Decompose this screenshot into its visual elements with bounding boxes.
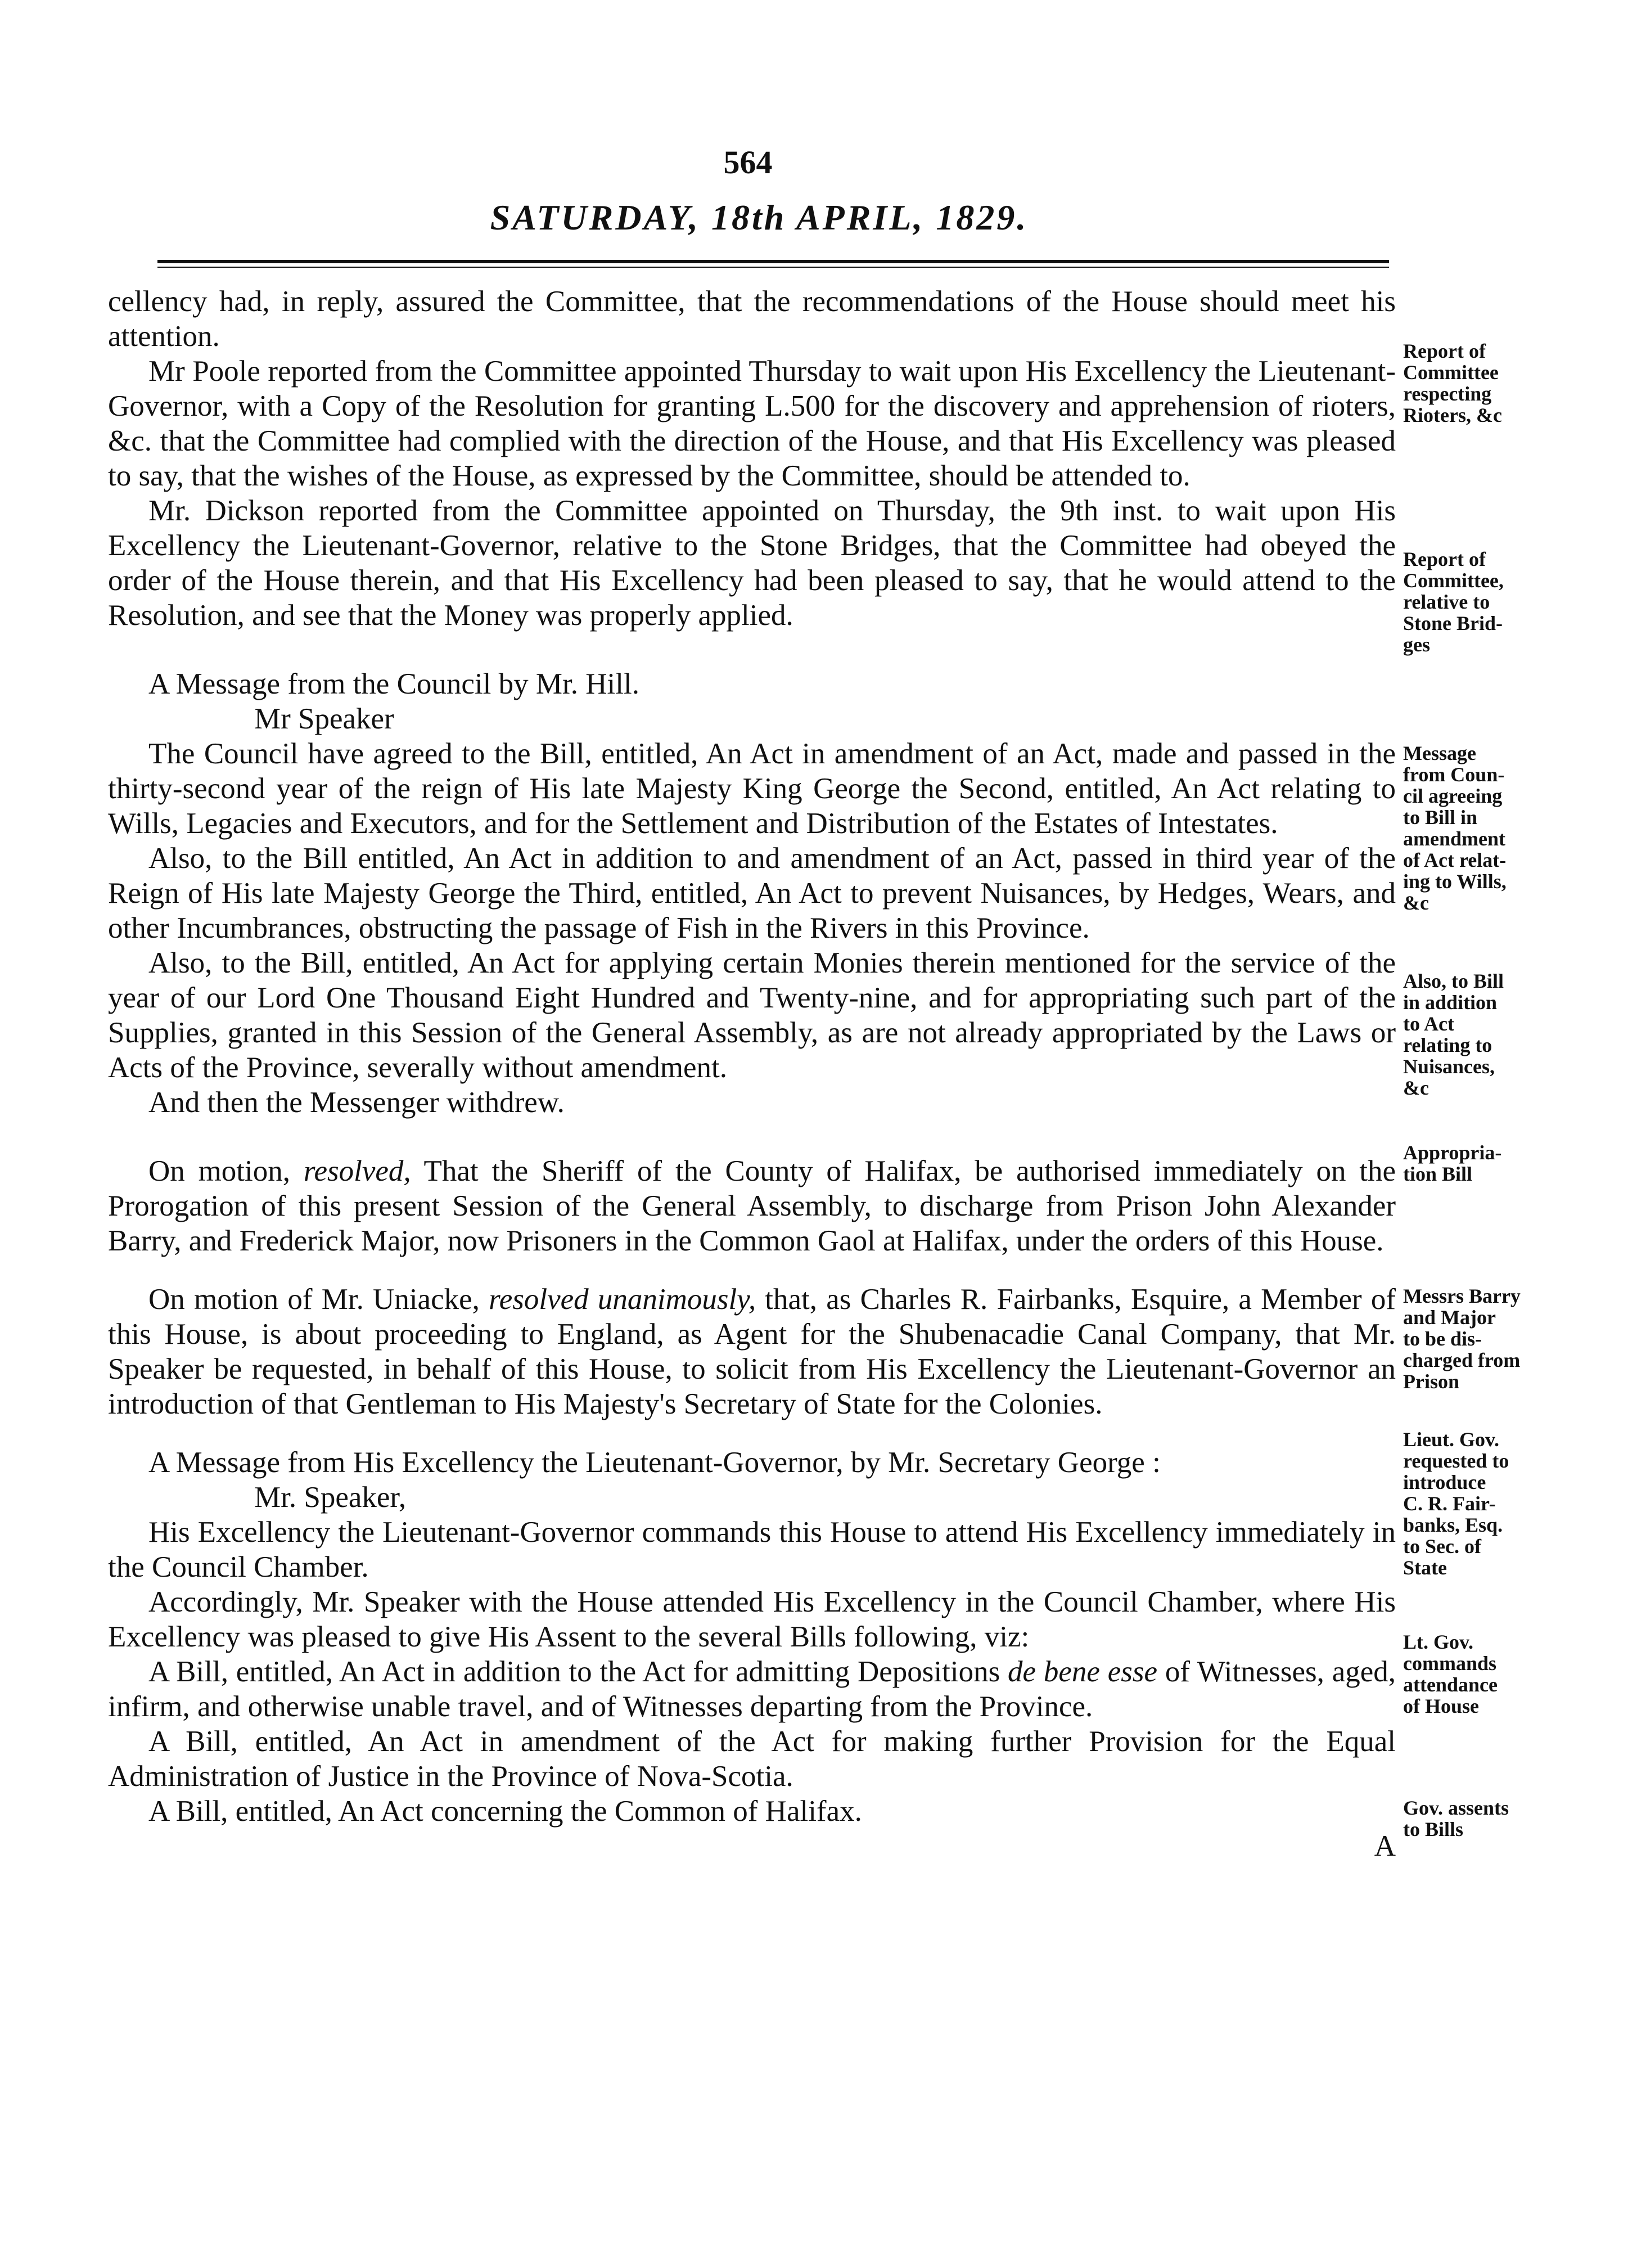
text-run: that, as Charles R. Fairbanks, Esquire, a Member of this House, is about proceeding to England, as Agent for the Shubenacadie Canal Company, that Mr. Speaker be requested, in behalf of this House, to solicit from His Excellency the Lieutenant-Governor an introduction of that Gentleman to His Majesty's Secretary of State for the Colonies. (108, 1283, 1396, 1420)
paragraph: Mr. Speaker, (254, 1481, 407, 1514)
margin-note (1403, 970, 1589, 1099)
margin-note-line: of Act relat- (1403, 849, 1507, 871)
margin-note (1403, 1285, 1589, 1392)
margin-note-line: to Bills (1403, 1818, 1464, 1840)
margin-note-line: requested to (1403, 1450, 1509, 1472)
margin-note-line: Lt. Gov. (1403, 1631, 1474, 1653)
text-run: That the Sheriff of the County of Halifax, be authorised immediately on the Prorogation of this present Session of the General Assembly, to discharge from Prison John Alexander Barry, and Frederick Major, now Prisoners in the Common Gaol at Halifax, under the orders of this House. (108, 1155, 1396, 1257)
margin-note-line: State (1403, 1556, 1447, 1579)
text-run-italic: resolved unanimously, (489, 1283, 756, 1316)
paragraph: Also, to the Bill entitled, An Act in addition to and amendment of an Act, passed in third year of the Reign of His late Majesty George the Third, entitled, An Act to prevent Nuisances, by Hedges, Wears, and other Incumbrances, obstructing the passage of Fish in the Rivers in this Province. (108, 842, 1396, 944)
text-run: On motion, (148, 1155, 304, 1187)
margin-note-line: to Sec. of (1403, 1535, 1481, 1558)
margin-note-line: ges (1403, 633, 1430, 656)
running-head: SATURDAY, 18th APRIL, 1829. (490, 197, 1029, 237)
paragraph: A Message from His Excellency the Lieutenant-Governor, by Mr. Secretary George : (148, 1446, 1161, 1479)
margin-note-line: Committee (1403, 361, 1499, 384)
margin-note-line: to be dis- (1403, 1328, 1482, 1350)
margin-note-line: Gov. assents (1403, 1797, 1509, 1819)
margin-note-line: C. R. Fair- (1403, 1492, 1496, 1515)
margin-note-line: amendment (1403, 827, 1505, 850)
margin-note-line: in addition (1403, 991, 1498, 1014)
paragraph: A Message from the Council by Mr. Hill. (148, 668, 639, 700)
margin-note (1403, 1429, 1589, 1578)
margin-note-line: commands (1403, 1652, 1497, 1675)
text-run: A Bill, entitled, An Act in addition to the Act for admitting Depositions (148, 1655, 1008, 1688)
catchword: A (1374, 1830, 1396, 1862)
margin-note-line: respecting (1403, 382, 1492, 405)
paragraph: His Excellency the Lieutenant-Governor commands this House to attend His Excellency immediately in the Council Chamber. (108, 1516, 1396, 1583)
margin-note-line: &c (1403, 892, 1429, 914)
margin-note-line: Messrs Barry (1403, 1285, 1521, 1307)
margin-note-line: relating to (1403, 1034, 1492, 1056)
margin-note-line: cil agreeing (1403, 785, 1503, 807)
margin-note-line: Nuisances, (1403, 1055, 1495, 1078)
margin-note (1403, 742, 1589, 914)
margin-note-line: Prison (1403, 1370, 1460, 1393)
margin-note-line: &c (1403, 1077, 1429, 1099)
margin-note-line: relative to (1403, 591, 1490, 613)
margin-note (1403, 340, 1589, 426)
paragraph: A Bill, entitled, An Act in amendment of the Act for making further Provision for the Equal Administration of Justice in the Province of Nova-Scotia. (108, 1725, 1396, 1793)
paragraph: Accordingly, Mr. Speaker with the House attended His Excellency in the Council Chamber, where His Excellency was pleased to give His Assent to the several Bills following, viz: (108, 1586, 1396, 1653)
margin-note (1403, 1142, 1589, 1185)
margin-note-line: banks, Esq. (1403, 1514, 1503, 1536)
margin-note-line: to Act (1403, 1012, 1454, 1035)
paragraph: Mr Speaker (254, 703, 394, 735)
margin-note-line: Report of (1403, 340, 1486, 362)
margin-note-line: ing to Wills, (1403, 870, 1507, 893)
margin-note-line: charged from (1403, 1349, 1521, 1371)
paragraph (108, 1154, 1396, 1258)
margin-note-line: tion Bill (1403, 1163, 1473, 1185)
margin-note-line: from Coun- (1403, 763, 1505, 786)
margin-note-line: Stone Brid- (1403, 612, 1503, 634)
margin-note-line: Lieut. Gov. (1403, 1428, 1500, 1451)
header-rule-thin (157, 267, 1389, 268)
paragraph: A Bill, entitled, An Act concerning the Common of Halifax. (148, 1795, 862, 1828)
margin-note (1403, 548, 1589, 655)
margin-note-line: and Major (1403, 1306, 1496, 1329)
margin-note-line: introduce (1403, 1471, 1486, 1493)
margin-note-line: Appropria- (1403, 1141, 1502, 1164)
margin-note-line: Message (1403, 742, 1476, 764)
margin-note (1403, 1631, 1589, 1717)
paragraph: Also, to the Bill, entitled, An Act for applying certain Monies therein mentioned for the service of the year of our Lord One Thousand Eight Hundred and Twenty-nine, and for appropriating such part of the Supplies, granted in this Session of the General Assembly, as are not already appropriated by the Laws or Acts of the Province, severally without amendment. (108, 947, 1396, 1084)
margin-note-line: Committee, (1403, 569, 1504, 592)
body-text (108, 284, 1396, 1864)
text-run: On motion of Mr. Uniacke, (148, 1283, 489, 1316)
margin-note (1403, 1797, 1589, 1840)
page-number: 564 (723, 144, 773, 181)
paragraph (108, 1282, 1396, 1421)
margin-note-line: of House (1403, 1695, 1479, 1717)
header-rule (157, 260, 1389, 263)
text-run: of Witnesses, aged, infirm, and otherwise unable travel, and of Witnesses departing from the Province. (108, 1655, 1396, 1723)
paragraph (108, 1654, 1396, 1724)
margin-note-line: to Bill in (1403, 806, 1478, 829)
margin-note-line: Rioters, &c (1403, 404, 1502, 426)
margin-note-line: Also, to Bill (1403, 970, 1504, 992)
paragraph: cellency had, in reply, assured the Committee, that the recommendations of the House should meet his attention. (108, 285, 1396, 353)
paragraph: And then the Messenger withdrew. (148, 1086, 565, 1119)
paragraph: Mr. Dickson reported from the Committee appointed on Thursday, the 9th inst. to wait upon His Excellency the Lieutenant-Governor, relative to the Stone Bridges, that the Committee had obeyed the order of the House therein, and that His Excellency had been pleased to say, that he would attend to the Resolution, and see that the Money was properly applied. (108, 494, 1396, 632)
margin-note-line: attendance (1403, 1673, 1498, 1696)
paragraph: The Council have agreed to the Bill, entitled, An Act in amendment of an Act, made and passed in the thirty-second year of the reign of His late Majesty King George the Second, entitled, An Act relating to Wills, Legacies and Executors, and for the Settlement and Distribution of the Estates of Intestates. (108, 737, 1396, 840)
text-run-italic: de bene esse (1008, 1655, 1158, 1688)
text-run-italic: resolved, (303, 1155, 411, 1187)
paragraph: Mr Poole reported from the Committee appointed Thursday to wait upon His Excellency the Lieutenant-Governor, with a Copy of the Resolution for granting L.500 for the discovery and apprehension of rioters, &c. that the Committee had complied with the direction of the House, and that His Excellency was pleased to say, that the wishes of the House, as expressed by the Committee, should be attended to. (108, 355, 1396, 492)
margin-note-line: Report of (1403, 548, 1486, 570)
